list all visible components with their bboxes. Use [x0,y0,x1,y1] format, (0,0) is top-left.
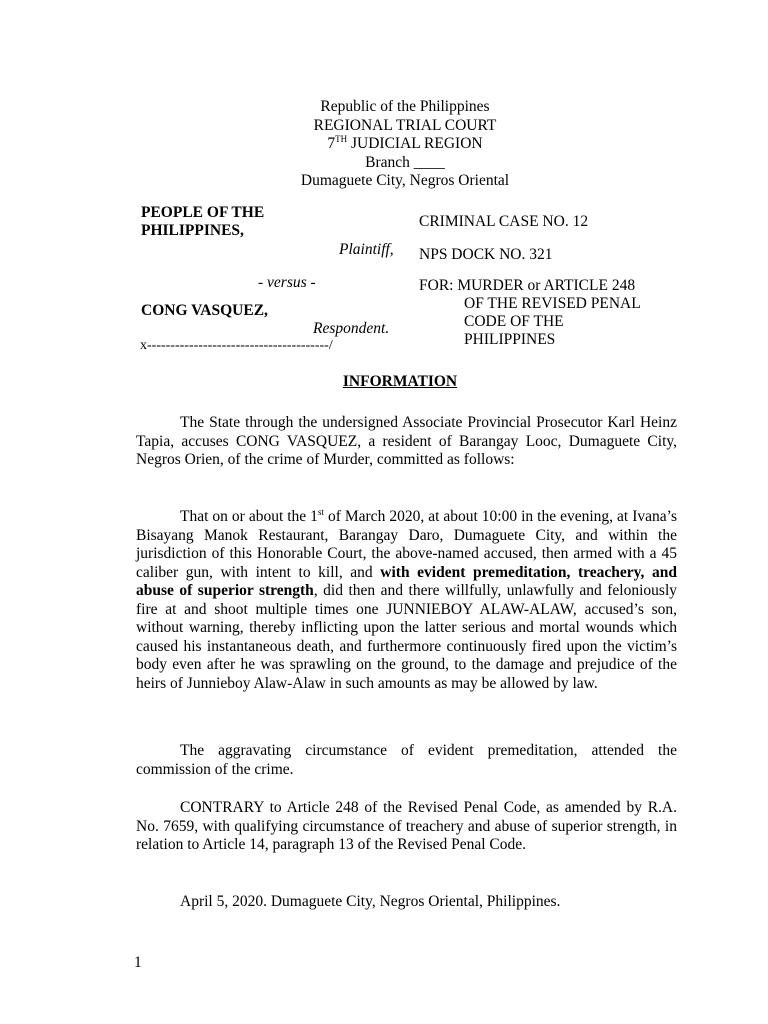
branch-line: Branch ____ [365,153,445,171]
offense-line-2: OF THE REVISED PENAL [464,295,641,312]
versus-label: - versus - [258,274,316,291]
caption-separator: x---------------------------------------/ [140,338,333,353]
respondent-name: CONG VASQUEZ, [141,302,268,319]
court-header [0,98,768,191]
offense-line-4: PHILIPPINES [464,331,556,348]
offense-line-1: FOR: MURDER or ARTICLE 248 [419,277,636,294]
paragraph-date-place: April 5, 2020. Dumaguete City, Negros Oriental, Philippines. [180,893,561,910]
plaintiff-name-2: PHILIPPINES, [141,222,244,239]
plaintiff-name-1: PEOPLE OF THE [141,204,265,221]
offense-line-3: CODE OF THE [464,313,564,330]
paragraph-facts: That on or about the 1st of March 2020, at about 10:00 in the evening, at Ivana’s Bisayang Manok Restaurant, Barangay Daro, Dumaguete City, and within the jurisdiction of this Honorable Court, the above-named accused, then armed with a 45 caliber gun, with intent to kill, and with evident premeditation, treachery, and abuse of superior strength, did then and there willfully, unlawfully and feloniously fire at and shoot multiple times one JUNNIEBOY ALAW-ALAW, accused’s son, without warning, thereby inflicting upon the latter serious and mortal wounds which caused his instantaneous death, and furthermore continuously fired upon the victim’s body even after he was sprawling on the ground, to the damage and prejudice of the heirs of Junnieboy Alaw-Alaw in such amounts as may be allowed by law. [136,506,678,692]
paragraph-accusation: The State through the undersigned Associate Provincial Prosecutor Karl Heinz Tapia, accuses CONG VASQUEZ, a resident of Barangay Looc, Dumaguete City, Negros Orien, of the crime of Murder, committed as follows: [136,414,677,468]
plaintiff-label: Plaintiff, [339,241,394,258]
respondent-label: Respondent. [313,320,390,337]
criminal-case-number: CRIMINAL CASE NO. 12 [419,213,589,230]
court-name: REGIONAL TRIAL COURT [313,116,497,134]
region-line: 7TH JUDICIAL REGION [327,133,483,152]
paragraph-contrary: CONTRARY to Article 248 of the Revised Penal Code, as amended by R.A. No. 7659, with qualifying circumstance of treachery and abuse of superior strength, in relation to Article 14, paragraph 13 of the Revised Penal Code. [136,799,677,853]
document-title: INFORMATION [342,373,458,390]
nps-dock-number: NPS DOCK NO. 321 [419,246,553,263]
qualifying-circumstances: with evident premeditation, treachery, and abuse of superior strength [136,563,678,599]
paragraph-aggravating: The aggravating circumstance of evident premeditation, attended the commission of the crime. [136,742,677,778]
page-number: 1 [134,954,142,971]
location-line: Dumaguete City, Negros Oriental [300,172,510,189]
republic-line: Republic of the Philippines [320,98,490,115]
